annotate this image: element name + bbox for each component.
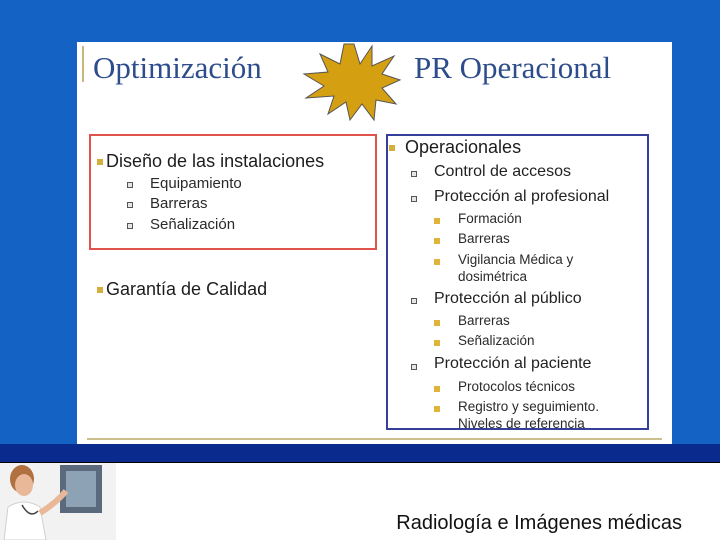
heading-operacionales: Operacionales — [389, 137, 521, 158]
footer-caption: Radiología e Imágenes médicas — [396, 512, 682, 534]
bullet-icon — [389, 145, 395, 151]
checkbox-bullet-icon — [411, 364, 417, 370]
title-pr-operacional: PR Operacional — [414, 50, 612, 85]
bullet-icon — [434, 386, 440, 392]
checkbox-bullet-icon — [127, 202, 133, 208]
starburst-icon — [302, 42, 402, 122]
checkbox-bullet-icon — [127, 223, 133, 229]
heading-garantia: Garantía de Calidad — [97, 279, 267, 300]
footer-bar — [0, 444, 720, 463]
item-proteccion-profesional: Protección al profesional — [434, 188, 610, 205]
bullet-icon — [97, 159, 103, 165]
item-formacion: Formación — [458, 211, 522, 226]
item-barreras: Barreras — [150, 195, 208, 212]
bullet-icon — [434, 406, 440, 412]
bullet-icon — [434, 259, 440, 265]
item-proteccion-paciente: Protección al paciente — [434, 355, 592, 372]
item-senalizacion-publico: Señalización — [458, 333, 535, 348]
checkbox-bullet-icon — [127, 182, 133, 188]
item-senalizacion: Señalización — [150, 216, 236, 233]
item-proteccion-publico: Protección al público — [434, 290, 582, 307]
checkbox-bullet-icon — [411, 196, 417, 202]
item-niveles: Niveles de referencia — [458, 416, 585, 431]
bullet-icon — [434, 238, 440, 244]
heading-diseno: Diseño de las instalaciones — [97, 151, 324, 172]
bullet-icon — [434, 340, 440, 346]
title-optimizacion: Optimización — [93, 50, 262, 85]
item-control-accesos: Control de accesos — [434, 163, 571, 180]
item-dosimetrica: dosimétrica — [458, 269, 528, 284]
checkbox-bullet-icon — [411, 171, 417, 177]
bullet-icon — [97, 287, 103, 293]
item-protocolos: Protocolos técnicos — [458, 379, 576, 394]
bullet-icon — [434, 218, 440, 224]
slide-bottom-rule — [87, 438, 662, 440]
item-barreras-profesional: Barreras — [458, 231, 510, 246]
item-equipamiento: Equipamiento — [150, 175, 242, 192]
item-barreras-publico: Barreras — [458, 313, 510, 328]
bullet-icon — [434, 320, 440, 326]
checkbox-bullet-icon — [411, 298, 417, 304]
item-vigilancia: Vigilancia Médica y — [458, 252, 574, 267]
title-rule — [82, 46, 84, 82]
item-registro: Registro y seguimiento. — [458, 399, 600, 414]
doctor-xray-photo — [0, 463, 116, 540]
slide — [77, 42, 672, 444]
